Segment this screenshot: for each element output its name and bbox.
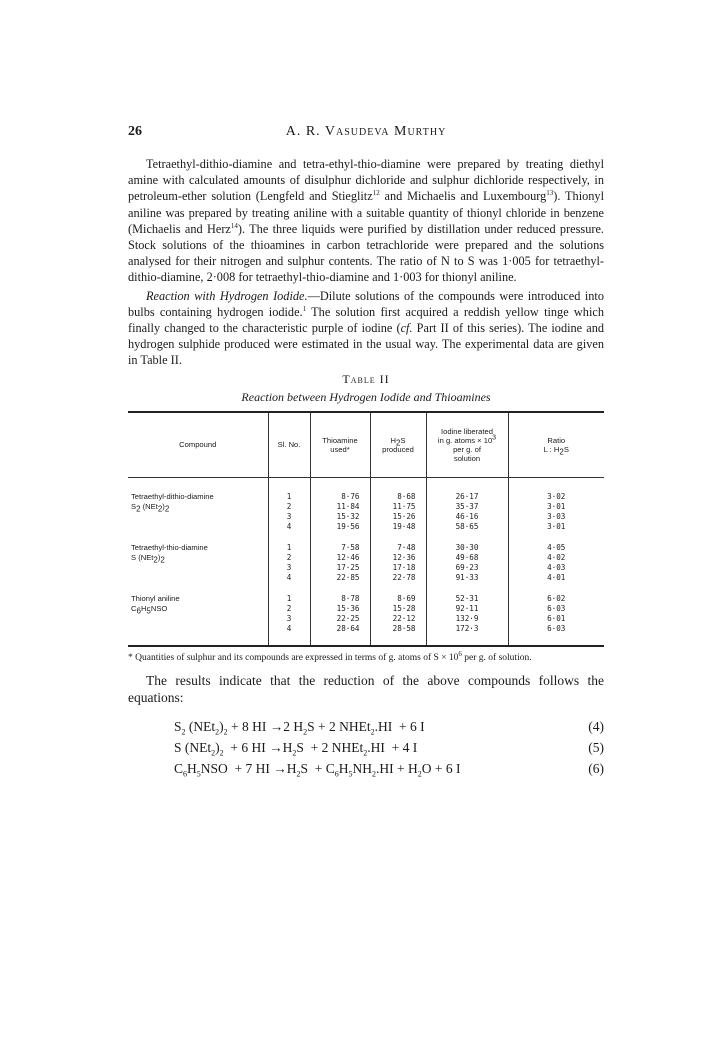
cell-h2s: 22·78 xyxy=(370,573,426,583)
header-thioamine: Thioamine used* xyxy=(310,412,370,478)
table-body xyxy=(128,477,604,646)
cell-thio: 15·32 xyxy=(310,512,370,522)
cell-slno: 4 xyxy=(268,522,310,532)
equation-5 xyxy=(128,740,604,761)
table-row xyxy=(128,522,604,532)
cell-iodine: 92·11 xyxy=(426,604,508,614)
table-label: Table II xyxy=(342,371,390,386)
cell-h2s: 28·58 xyxy=(370,624,426,634)
cell-ratio: 4·01 xyxy=(508,573,604,583)
cell-slno: 1 xyxy=(268,594,310,604)
cell-h2s: 11·75 xyxy=(370,502,426,512)
table-row xyxy=(128,553,604,563)
equation-6-text: $C_6H_5NSO + 7$ HI $\to H_2S + C_6H_5NH_2.HI + H_2O + 6$ I xyxy=(174,761,461,779)
cell-h2s: 8·68 xyxy=(370,492,426,502)
cell-ratio: 6·01 xyxy=(508,614,604,624)
reference-12: 12 xyxy=(372,189,380,198)
cell-thio: 11·84 xyxy=(310,502,370,512)
cell-slno: 3 xyxy=(268,614,310,624)
compound-formula: $S_2$ $(NEt_2)_2$ xyxy=(131,501,170,514)
cell-slno: 1 xyxy=(268,492,310,502)
cell-ratio: 3·01 xyxy=(508,502,604,512)
group-spacer xyxy=(128,634,604,646)
cell-iodine: 58·65 xyxy=(426,522,508,532)
cell-slno: 2 xyxy=(268,604,310,614)
compound-cell xyxy=(128,573,268,583)
section-heading: Reaction with Hydrogen Iodide. xyxy=(146,288,308,303)
cell-thio: 28·64 xyxy=(310,624,370,634)
cell-ratio: 6·02 xyxy=(508,594,604,604)
cell-thio: 8·78 xyxy=(310,594,370,604)
compound-cell xyxy=(128,563,268,573)
cell-slno: 2 xyxy=(268,502,310,512)
cell-slno: 3 xyxy=(268,563,310,573)
document-page xyxy=(128,124,604,782)
conclusion-text: The results indicate that the reduction of the above compounds follows the equations: xyxy=(128,672,604,705)
cell-slno: 2 xyxy=(268,553,310,563)
header-slno: Sl. No. xyxy=(268,412,310,478)
cell-h2s: 8·69 xyxy=(370,594,426,604)
reference-13: 13 xyxy=(546,189,554,198)
header-iodine: Iodine liberated in g. atoms × $10^3$ per g. of solution xyxy=(426,412,508,478)
cell-iodine: 91·33 xyxy=(426,573,508,583)
cell-iodine: 30·30 xyxy=(426,543,508,553)
cell-iodine: 26·17 xyxy=(426,492,508,502)
paragraph-methods: Tetraethyl-dithio-diamine and tetra-ethyl-thio-diamine were prepared by treating diethyl amine with calculated amounts of disulphur dichloride and sulphur dichloride respectively, in petroleum-ether solution (Lengfeld and Stieglitz$^{12}$ and Michaelis and Luxembourg$^{13}$). Thionyl aniline was prepared by treating aniline with a suitable quantity of thionyl chloride in benzene (Michaelis and Herz$^{14}$). The three liquids were purified by distillation under reduced pressure. Stock solutions of the thioamines in carbon tetrachloride were prepared and the solutions analysed for their nitrogen and sulphur contents. The ratio of N to S was 1·005 for tetraethyl-dithio-diamine, 2·008 for tetraethyl-thio-diamine and 1·003 for thionyl aniline. xyxy=(128,157,605,285)
page-header xyxy=(128,124,604,146)
cell-h2s: 15·26 xyxy=(370,512,426,522)
cell-thio: 17·25 xyxy=(310,563,370,573)
cell-h2s: 7·48 xyxy=(370,543,426,553)
cell-ratio: 4·05 xyxy=(508,543,604,553)
table-row xyxy=(128,543,604,553)
equations-block xyxy=(128,719,604,782)
cell-iodine: 52·31 xyxy=(426,594,508,604)
header-ratio: Ratio L : $H_2S$ xyxy=(508,412,604,478)
header-h2s: $H_2S$ produced xyxy=(370,412,426,478)
compound-formula: $C_6H_5NSO$ xyxy=(131,603,168,616)
data-table xyxy=(128,411,604,647)
cell-ratio: 6·03 xyxy=(508,624,604,634)
cell-slno: 4 xyxy=(268,624,310,634)
cell-thio: 15·36 xyxy=(310,604,370,614)
equation-5-text: S $(NEt_2)_2 + 6$ HI $\to H_2S + 2$ NHEt$_2$.HI + 4 I xyxy=(174,740,418,758)
table-row xyxy=(128,512,604,522)
cell-h2s: 17·18 xyxy=(370,563,426,573)
table-row xyxy=(128,502,604,512)
cell-thio: 22·25 xyxy=(310,614,370,624)
cell-thio: 7·58 xyxy=(310,543,370,553)
equation-4-text: $S_2$ $(NEt_2)_2 + 8$ HI →2 $H_2S + 2$ NHEt$_2$.HI + 6 I xyxy=(174,719,425,737)
cell-h2s: 22·12 xyxy=(370,614,426,624)
reference-1: 1 xyxy=(302,304,307,313)
group-spacer xyxy=(128,583,604,594)
group-spacer xyxy=(128,532,604,543)
table-caption: Reaction between Hydrogen Iodide and Thioamines xyxy=(241,389,491,404)
table-row xyxy=(128,624,604,634)
cell-ratio: 4·03 xyxy=(508,563,604,573)
cell-ratio: 6·03 xyxy=(508,604,604,614)
equation-6-number: (6) xyxy=(588,761,604,777)
cell-thio: 19·56 xyxy=(310,522,370,532)
cell-thio: 22·85 xyxy=(310,573,370,583)
reference-14: 14 xyxy=(230,221,238,230)
cell-slno: 1 xyxy=(268,543,310,553)
equation-4 xyxy=(128,719,604,740)
cell-iodine: 69·23 xyxy=(426,563,508,573)
equation-6 xyxy=(128,761,604,782)
cell-slno: 3 xyxy=(268,512,310,522)
cell-h2s: 12·36 xyxy=(370,553,426,563)
table-row xyxy=(128,594,604,604)
table-row xyxy=(128,604,604,614)
compound-cell xyxy=(128,522,268,532)
cell-h2s: 19·48 xyxy=(370,522,426,532)
cell-iodine: 172·3 xyxy=(426,624,508,634)
cell-h2s: 15·28 xyxy=(370,604,426,614)
table-row xyxy=(128,492,604,502)
cell-slno: 4 xyxy=(268,573,310,583)
cell-ratio: 3·02 xyxy=(508,492,604,502)
equation-4-number: (4) xyxy=(588,719,604,735)
compound-cell xyxy=(128,512,268,522)
cell-iodine: 49·68 xyxy=(426,553,508,563)
table-row xyxy=(128,563,604,573)
cell-ratio: 3·01 xyxy=(508,522,604,532)
running-head: A. R. Vasudeva Murthy xyxy=(285,124,447,139)
header-compound: Compound xyxy=(128,412,268,478)
cell-iodine: 46·16 xyxy=(426,512,508,522)
compound-formula: S $(NEt_2)_2$ xyxy=(131,552,165,565)
table-row xyxy=(128,614,604,624)
cell-iodine: 35·37 xyxy=(426,502,508,512)
paragraph-reaction: Reaction with Hydrogen Iodide.—Dilute solutions of the compounds were introduced into bulbs containing hydrogen iodide.$^1$ The solution first acquired a reddish yellow tinge which finally changed to the characteristic purple of iodine (cf. Part II of this series). The iodine and hydrogen sulphide produced were estimated in the usual way. The experimental data are given in Table II. xyxy=(128,288,604,368)
group-spacer xyxy=(128,477,604,492)
compound-name: Thionyl aniline xyxy=(131,593,180,603)
table-header-row xyxy=(128,412,604,478)
table-row xyxy=(128,573,604,583)
cell-ratio: 4·02 xyxy=(508,553,604,563)
compound-name: Tetraethyl-dithio-diamine xyxy=(131,491,214,501)
compound-name: Tetraethyl-thio-diamine xyxy=(131,542,208,552)
page-number: 26 xyxy=(128,124,142,139)
cell-thio: 12·46 xyxy=(310,553,370,563)
table-footnote: * Quantities of sulphur and its compounds are expressed in terms of g. atoms of $S \times 10^6$ per g. of solution. xyxy=(128,649,532,663)
equation-5-number: (5) xyxy=(588,740,604,756)
cell-thio: 8·76 xyxy=(310,492,370,502)
cell-iodine: 132·9 xyxy=(426,614,508,624)
cell-ratio: 3·03 xyxy=(508,512,604,522)
compound-cell xyxy=(128,624,268,634)
